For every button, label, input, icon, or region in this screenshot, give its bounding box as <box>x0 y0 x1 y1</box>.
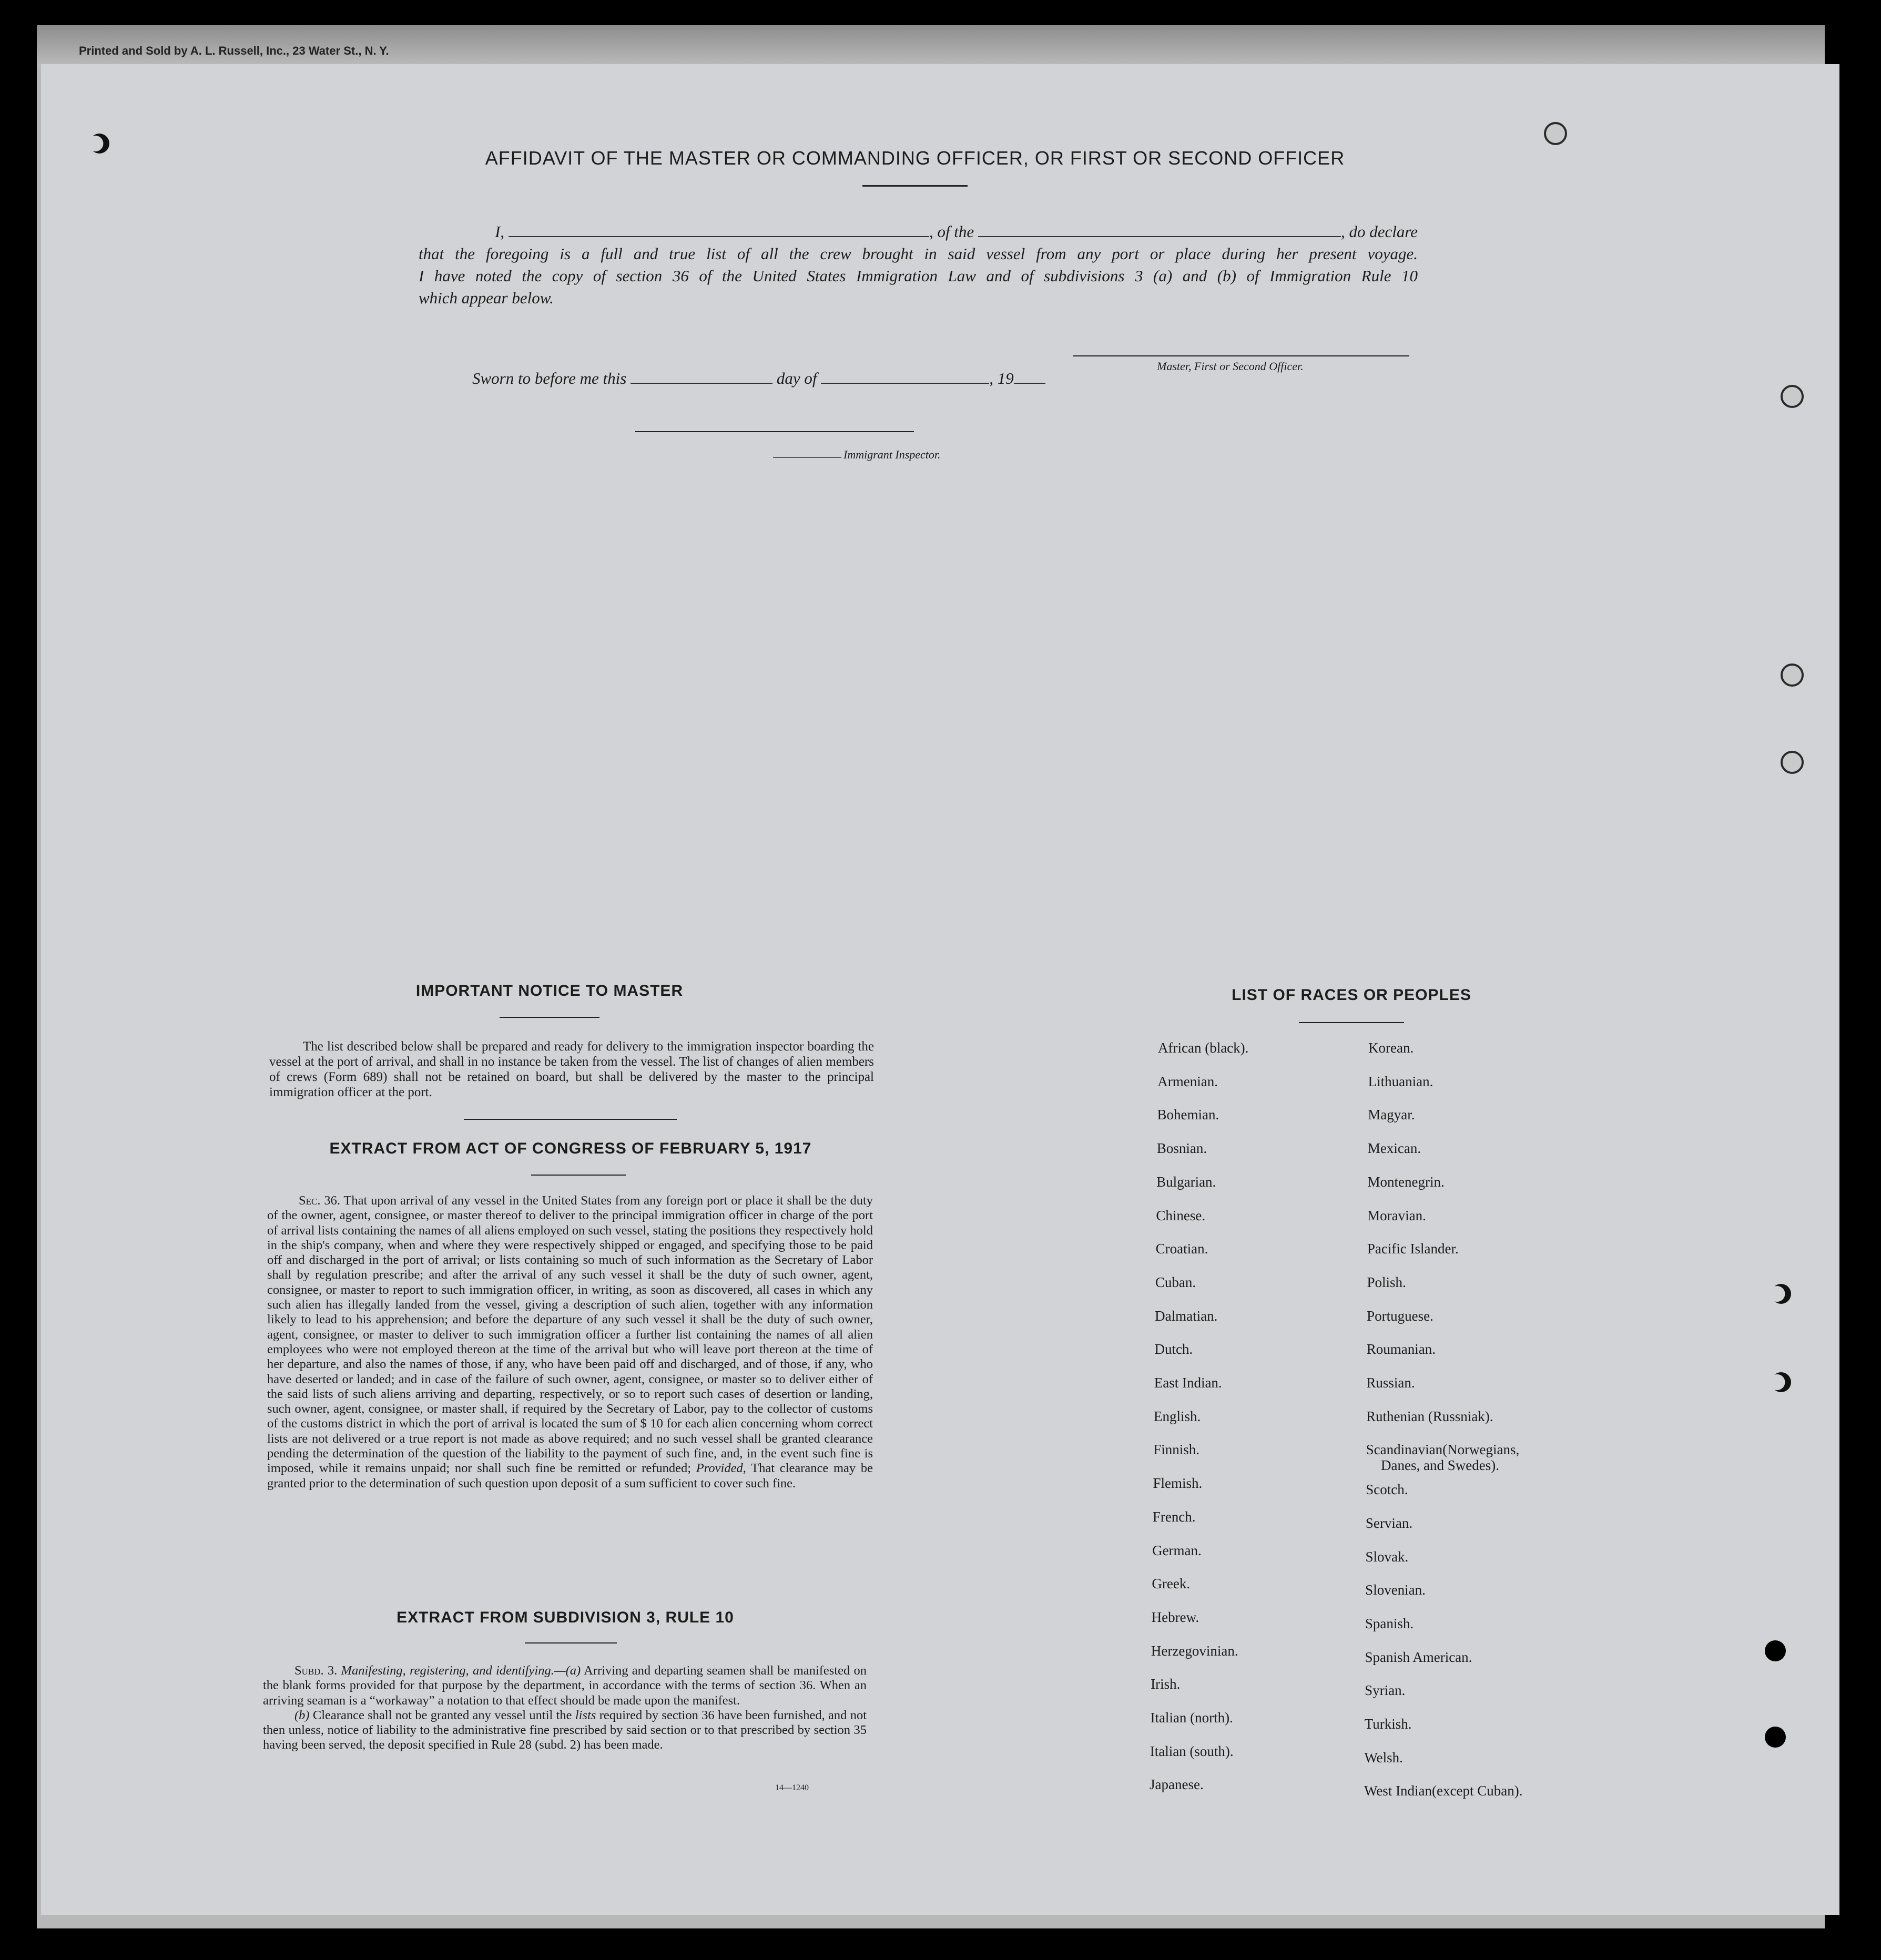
race-item-left: Dutch. <box>1154 1341 1193 1357</box>
race-item-left: Italian (north). <box>1150 1710 1233 1726</box>
rule-underline <box>525 1642 617 1643</box>
rule-body <box>263 1663 867 1753</box>
race-item-right: Lithuanian. <box>1368 1073 1433 1089</box>
rule-para-a-text: Arriving and departing seamen shall be manifested on the blank forms provided for that purpose by the department, in accordance with the terms of section 36. When an arriving seaman is a “workaway” a notation to that effect should be made upon the manifest. <box>263 1663 867 1708</box>
sworn-year-field[interactable] <box>1014 383 1045 384</box>
race-item-left: Flemish. <box>1153 1475 1203 1492</box>
race-item-right: Korean. <box>1368 1040 1414 1056</box>
race-item-right: Spanish American. <box>1365 1649 1472 1665</box>
of-the-label: , of the <box>929 222 974 241</box>
rule-para-b <box>263 1708 867 1753</box>
race-item-left: Chinese. <box>1156 1207 1206 1223</box>
inspector-label-leader <box>773 457 841 458</box>
race-item-right: Polish. <box>1367 1274 1406 1290</box>
race-item-right: Slovenian. <box>1365 1582 1426 1598</box>
race-item-left: Croatian. <box>1155 1241 1208 1257</box>
rule-para-b-lists: lists <box>575 1708 596 1722</box>
master-signature-label: Master, First or Second Officer. <box>1157 360 1304 373</box>
race-item-right: Turkish. <box>1364 1716 1412 1732</box>
race-item-right: Russian. <box>1366 1375 1415 1391</box>
act-body-b: That clearance may be granted prior to the determination of such question upon deposit of a sum sufficient to cover such fine. <box>267 1461 873 1491</box>
race-item-right: Servian. <box>1365 1515 1413 1531</box>
title-underline <box>862 185 968 187</box>
act-title: EXTRACT FROM ACT OF CONGRESS OF FEBRUARY 5, 1917 <box>329 1140 812 1157</box>
notice-body: The list described below shall be prepared and ready for delivery to the immigration inspector boarding the vessel at the port of arrival, and shall in no instance be taken from the vessel. The list of changes of alien members of crews (Form 689) shall not be retained on board, but shall be delivered by the master to the principal immigration officer at the port. <box>269 1039 874 1099</box>
races-title: LIST OF RACES OR PEOPLES <box>1232 986 1471 1004</box>
race-item-right: Welsh. <box>1364 1749 1403 1765</box>
race-item-right: Portuguese. <box>1367 1308 1433 1324</box>
affidavit-title: AFFIDAVIT OF THE MASTER OR COMMANDING OFFICER, OR FIRST OR SECOND OFFICER <box>485 147 1345 169</box>
race-item-right: Magyar. <box>1368 1107 1415 1123</box>
sworn-line <box>472 369 1045 388</box>
sworn-month-field[interactable] <box>821 383 989 384</box>
race-item-left: Irish. <box>1151 1676 1181 1692</box>
race-item-left: Cuban. <box>1155 1274 1196 1290</box>
punch-hole <box>1765 1640 1786 1661</box>
race-item-right: Moravian. <box>1367 1207 1426 1223</box>
act-underline <box>531 1175 626 1176</box>
race-item-right: West Indian(except Cuban). <box>1364 1783 1523 1799</box>
affidavit-line-4: which appear below. <box>419 289 554 307</box>
race-item-left: Greek. <box>1152 1576 1191 1592</box>
notice-underline <box>500 1017 599 1018</box>
sworn-day-field[interactable] <box>631 383 772 384</box>
inspector-label: Immigrant Inspector. <box>843 448 941 461</box>
race-item-right: Spanish. <box>1365 1615 1414 1631</box>
race-item-left: English. <box>1154 1408 1201 1424</box>
b-label: (b) <box>294 1708 310 1722</box>
act-body-a: That upon arrival of any vessel in the United States from any foreign port or place it shall be the duty of the owner, agent, consignee, or master thereof to deliver to the principal immigration officer in charge of the port of arrival lists containing the names of all aliens employed on such vessel, stating the positions they respectively hold in the ship's company, when and where they were respectively shipped or engaged, and specifying those to be paid off and discharged in the port of arrival; or lists containing so much of such information as the Secretary of Labor shall by regulation prescribe; and after the arrival of any such vessel it shall be the duty of such owner, agent, consignee, or master to report to such immigration officer, in writing, as soon as discovered, all cases in which any such alien has illegally landed from the vessel, giving a description of such alien, together with any information likely to lead to his apprehension; and before the departure of any such vessel it shall be the duty of such owner, agent, consignee, or master to deliver to such immigration officer a further list containing the names of all alien employees who were not employed thereon at the time of the arrival but who will leave port thereon at the time of her departure, and also the names of those, if any, who have been paid off and discharged, and of those, if any, who have deserted or landed; and in case of the failure of such owner, agent, consignee, or master so to deliver either of the said lists of such aliens arriving and departing, respectively, or so to report such cases of desertion or landing, such owner, agent, consignee, or master shall, if required by the Secretary of Labor, pay to the collector of customs of the customs district in which the port of arrival is located the sum of $ 10 for each alien concerning whom correct lists are not delivered or a true report is not made as above required; and no such vessel shall be granted clearance pending the determination of the question of the liability to the payment of such fine, and, in the event such fine is imposed, while it remains unpaid; nor shall such fine be remitted or refunded; <box>267 1193 873 1476</box>
race-item-left: Japanese. <box>1150 1777 1204 1793</box>
race-item-right: Ruthenian (Russniak). <box>1366 1408 1493 1424</box>
race-item-right: Scotch. <box>1366 1482 1408 1498</box>
race-item-right: Roumanian. <box>1366 1341 1436 1357</box>
rule-title: EXTRACT FROM SUBDIVISION 3, RULE 10 <box>396 1609 734 1626</box>
race-item-right: Montenegrin. <box>1367 1173 1445 1190</box>
master-signature-line[interactable] <box>1073 355 1409 356</box>
punch-hole <box>1771 1284 1791 1304</box>
rule-para-b-text-2: required by section 36 have been furnished, and not then unless, notice of liability to the administrative fine prescribed by said section or to that prescribed by section 35 having been served, the deposit specified in Rule 28 (subd. 2) has been made. <box>263 1708 867 1752</box>
race-item-left: Herzegovinian. <box>1151 1642 1238 1659</box>
punch-hole <box>1544 122 1567 145</box>
affidavit-line-2: that the foregoing is a full and true list of all the crew brought in said vessel from any port or place during her present voyage. <box>419 244 1418 263</box>
race-item-left: Bohemian. <box>1157 1107 1219 1123</box>
sec-label: Sec. 36. <box>299 1193 340 1208</box>
punch-hole <box>1781 663 1804 687</box>
affidavit-line-3: I have noted the copy of section 36 of the United States Immigration Law and of subdivisions 3 (a) and (b) of Immigration Rule 10 <box>419 267 1418 285</box>
race-item-left: Finnish. <box>1153 1442 1200 1458</box>
inspector-signature-line[interactable] <box>635 431 914 432</box>
race-item-left: German. <box>1152 1542 1202 1558</box>
notice-divider <box>464 1119 677 1120</box>
race-item-right: Scandinavian(Norwegians, <box>1366 1442 1520 1458</box>
race-item-left: Dalmatian. <box>1155 1308 1218 1324</box>
race-item-right: Pacific Islander. <box>1367 1241 1459 1257</box>
race-item-left: African (black). <box>1158 1040 1249 1056</box>
race-item-right-continuation: Danes, and Swedes). <box>1381 1457 1499 1474</box>
punch-hole <box>1771 1372 1791 1392</box>
printer-imprint: Printed and Sold by A. L. Russell, Inc., 23 Water St., N. Y. <box>79 44 389 57</box>
vessel-name-field[interactable] <box>978 236 1341 237</box>
rule-heading: Manifesting, registering, and identifying.—(a) <box>341 1663 581 1678</box>
act-body <box>267 1193 873 1491</box>
punch-hole <box>1781 385 1804 408</box>
race-item-left: Bosnian. <box>1156 1140 1207 1157</box>
punch-hole <box>1765 1727 1786 1748</box>
rule-para-a <box>263 1663 867 1708</box>
race-item-left: French. <box>1152 1508 1196 1525</box>
race-item-right: Mexican. <box>1367 1140 1421 1157</box>
race-item-left: Armenian. <box>1157 1073 1218 1089</box>
year-label: , 19 <box>989 369 1014 387</box>
race-item-right: Syrian. <box>1365 1682 1406 1699</box>
race-item-left: East Indian. <box>1154 1375 1222 1391</box>
officer-name-field[interactable] <box>509 236 929 237</box>
declare-label: , do declare <box>1340 222 1418 241</box>
provided-label: Provided, <box>696 1461 746 1476</box>
rule-para-b-text-1: Clearance shall not be granted any vessel until the <box>312 1708 572 1722</box>
form-number: 14—1240 <box>775 1783 809 1792</box>
punch-hole <box>1781 751 1804 774</box>
race-item-left: Hebrew. <box>1151 1609 1199 1625</box>
sworn-label: Sworn to before me this <box>472 369 627 387</box>
race-item-right: Slovak. <box>1365 1548 1409 1565</box>
subd-label: Subd. 3. <box>294 1663 338 1678</box>
i-label: I, <box>495 222 505 241</box>
notice-title: IMPORTANT NOTICE TO MASTER <box>415 982 684 999</box>
day-of-label: day of <box>776 369 817 387</box>
affidavit-text <box>419 221 1418 309</box>
race-item-left: Italian (south). <box>1150 1743 1234 1759</box>
races-underline <box>1299 1022 1404 1023</box>
race-item-left: Bulgarian. <box>1156 1173 1216 1190</box>
